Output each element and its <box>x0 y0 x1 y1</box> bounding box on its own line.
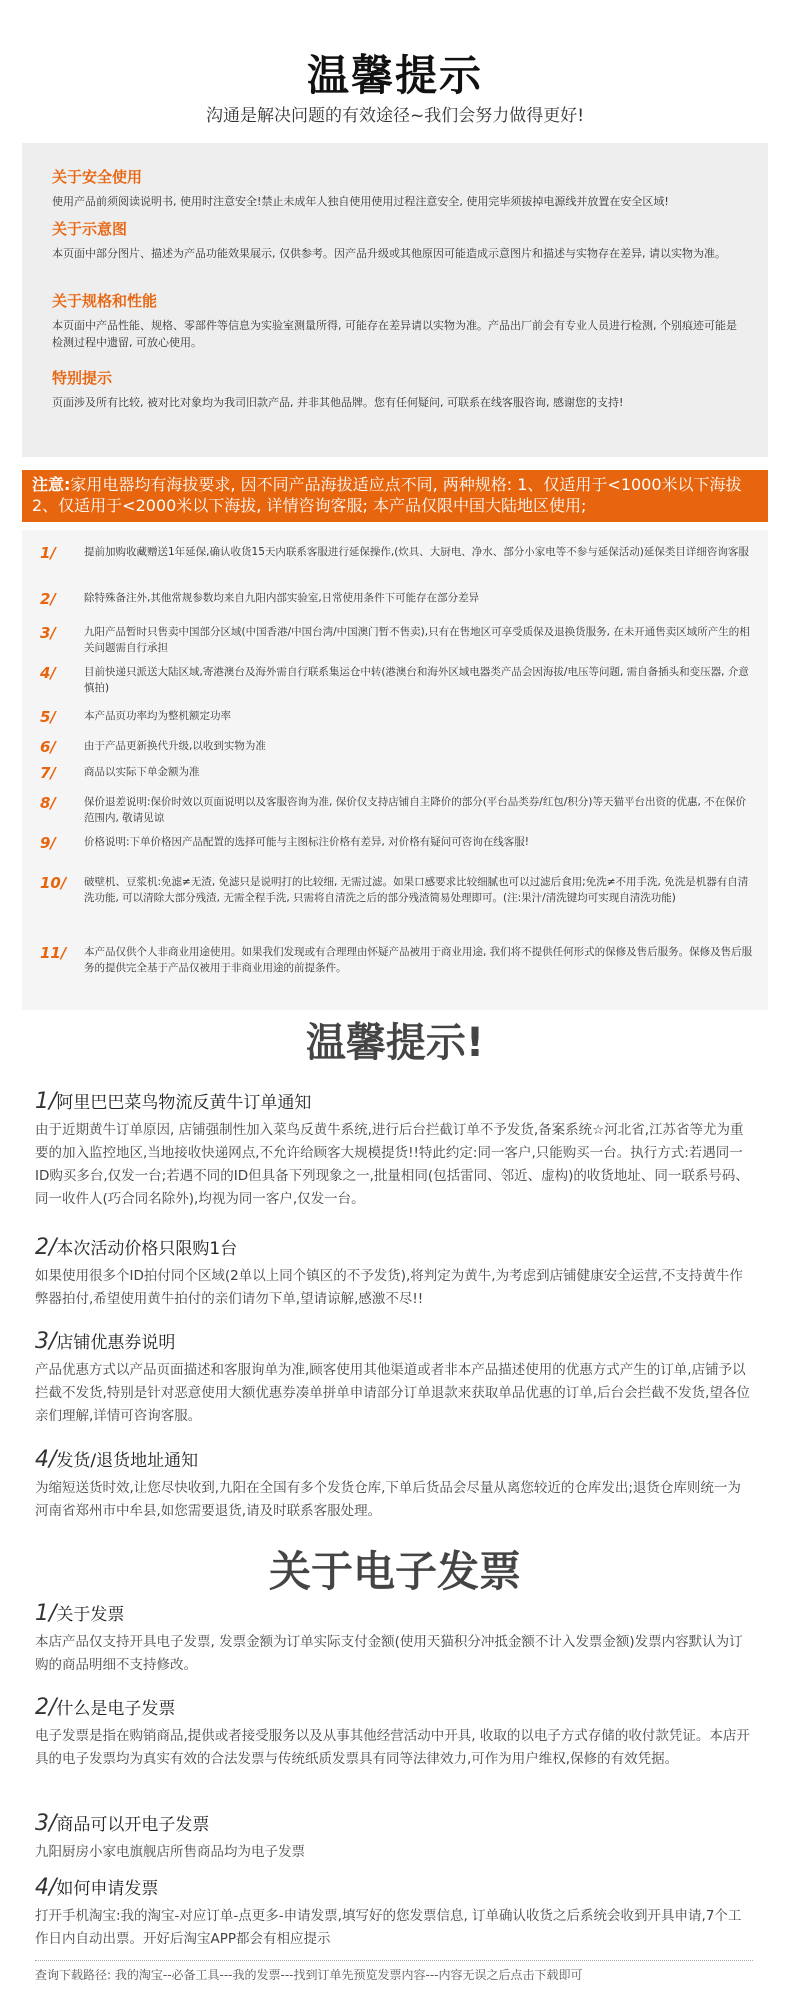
info-section-spec <box>52 291 742 351</box>
notes-list <box>22 530 768 1010</box>
note-text: 九阳产品暂时只售卖中国部分区域(中国香港/中国台湾/中国澳门暂不售卖),只有在售地区可享受质保及退换货服务, 在未开通售卖区域所产生的相关问题需自行承担 <box>84 626 750 654</box>
invoice-number: 3/ <box>35 1811 57 1836</box>
info-section-safety <box>52 167 742 210</box>
tip-title: 本次活动价格只限购1台 <box>56 1239 238 1259</box>
invoice-block <box>35 1696 753 1771</box>
info-section-body: 使用产品前须阅读说明书, 使用时注意安全!禁止未成年人独自使用使用过程注意安全, 使用完毕须拔掉电源线并放置在安全区域! <box>52 195 669 208</box>
note-text: 商品以实际下单金额为准 <box>84 766 200 778</box>
info-section-title: 关于规格和性能 <box>52 292 158 310</box>
note-text: 本产品页功率均为整机额定功率 <box>84 710 231 722</box>
tip-body: 为缩短送货时效,让您尽快收到,九阳在全国有多个发货仓库,下单后货品会尽量从离您较近的仓库发出;退货仓库则统一为河南省郑州市中牟县,如您需要退货,请及时联系客服处理。 <box>35 1480 741 1519</box>
note-text: 除特殊备注外,其他常规参数均来自九阳内部实验室,日常使用条件下可能存在部分差异 <box>84 592 480 604</box>
tip-block <box>35 1090 753 1211</box>
list-item <box>40 944 755 976</box>
info-section-body: 本页面中部分图片、描述为产品功能效果展示, 仅供参考。因产品升级或其他原因可能造成示意图片和描述与实物存在差异, 请以实物为准。 <box>52 247 726 260</box>
tip-block <box>35 1448 753 1523</box>
list-item <box>40 794 755 826</box>
invoice-block <box>35 1812 753 1864</box>
invoice-block-title: 如何申请发票 <box>56 1879 159 1899</box>
note-text: 价格说明:下单价格因产品配置的选择可能与主图标注价格有差异, 对价格有疑问可咨询在线客服! <box>84 836 529 848</box>
page-title: 温馨提示 <box>306 51 483 100</box>
tip-block <box>35 1330 753 1428</box>
footer-divider <box>35 1960 753 1961</box>
info-section-special <box>52 368 742 411</box>
note-number: 4/ <box>40 664 56 682</box>
page-subtitle: 沟通是解决问题的有效途径~我们会努力做得更好! <box>205 106 585 126</box>
note-number: 1/ <box>40 544 56 562</box>
tip-title: 店铺优惠券说明 <box>56 1333 176 1353</box>
info-section-title: 关于安全使用 <box>52 168 143 186</box>
info-section-illustration <box>52 219 742 262</box>
info-box <box>22 143 768 457</box>
note-number: 3/ <box>40 624 56 642</box>
invoice-title: 关于电子发票 <box>268 1547 521 1596</box>
invoice-block-title: 关于发票 <box>56 1605 125 1625</box>
tip-body: 由于近期黄牛订单原因, 店铺强制性加入菜鸟反黄牛系统,进行后台拦截订单不予发货,备案系统☆河北省,江苏省等尤为重要的加入监控地区,当地接收快递网点,不允许给顾客大规模提货!!特此约定:同一客户,只能购买一台。执行方式:若遇同一ID购买多台,仅发一台;若遇不同的ID但具备下列现象之一,批量相同(包括雷同、邻近、虚构)的收货地址、同一联系号码、同一收件人(巧合同名除外),均视为同一客户,仅发一台。 <box>35 1122 749 1207</box>
note-number: 11/ <box>40 944 67 962</box>
tip-title: 阿里巴巴菜鸟物流反黄牛订单通知 <box>56 1093 312 1113</box>
invoice-block-body: 九阳厨房小家电旗舰店所售商品均为电子发票 <box>35 1844 305 1860</box>
note-number: 7/ <box>40 764 56 782</box>
note-text: 本产品仅供个人非商业用途使用。如果我们发现或有合理理由怀疑产品被用于商业用途, 我们将不提供任何形式的保修及售后服务。保修及售后服务的提供完全基于产品仅被用于非商业用途的前提条件。 <box>84 946 753 974</box>
altitude-notice <box>22 470 768 522</box>
invoice-block-title: 什么是电子发票 <box>56 1699 176 1719</box>
tips-title: 温馨提示! <box>305 1020 485 1066</box>
tip-body: 产品优惠方式以产品页面描述和客服询单为准,顾客使用其他渠道或者非本产品描述使用的优惠方式产生的订单,店铺予以拦截不发货,特别是针对恶意使用大额优惠券凑单拼单申请部分订单退款来获取单品优惠的订单,后台会拦截不发货,望各位亲们理解,详情可咨询客服。 <box>35 1362 750 1424</box>
notice-text: 家用电器均有海拔要求, 因不同产品海拔适应点不同, 两种规格: 1、仅适用于<1000米以下海拔2、仅适用于<2000米以下海拔, 详情咨询客服; 本产品仅限中国大陆地区使用; <box>32 475 742 515</box>
invoice-block-body: 电子发票是指在购销商品,提供或者接受服务以及从事其他经营活动中开具, 收取的以电子方式存储的收付款凭证。本店开具的电子发票均为真实有效的合法发票与传统纸质发票具有同等法律效力,可作为用户维权,保修的有效凭据。 <box>35 1728 750 1767</box>
notice-label: 注意: <box>32 475 71 494</box>
list-item <box>40 624 755 656</box>
invoice-block-body: 打开手机淘宝:我的淘宝-对应订单-点更多-申请发票,填写好的您发票信息, 订单确认收货之后系统会收到开具申请,7个工作日内自动出票。开好后淘宝APP都会有相应提示 <box>35 1908 742 1947</box>
invoice-block <box>35 1876 753 1951</box>
tip-body: 如果使用很多个ID拍付同个区域(2单以上同个镇区的不予发货),将判定为黄牛,为考虑到店铺健康安全运营,不支持黄牛作弊器拍付,希望使用黄牛拍付的亲们请勿下单,望请谅解,感激不尽!! <box>35 1268 743 1307</box>
info-section-title: 关于示意图 <box>52 220 128 238</box>
note-number: 9/ <box>40 834 56 852</box>
list-item <box>40 764 755 780</box>
list-item <box>40 874 755 906</box>
invoice-footer: 查询下载路径: 我的淘宝--必备工具---我的发票---找到订单先预览发票内容---内容无误之后点击下载即可 <box>35 1968 583 1982</box>
list-item <box>40 590 755 606</box>
note-number: 6/ <box>40 738 56 756</box>
tip-number: 1/ <box>35 1089 57 1114</box>
info-section-body: 本页面中产品性能、规格、零部件等信息为实验室测量所得, 可能存在差异请以实物为准。产品出厂前会有专业人员进行检测, 个别痕迹可能是检测过程中遗留, 可放心使用。 <box>52 319 737 349</box>
note-text: 破壁机、豆浆机:免滤≠无渣, 免滤只是说明打的比较细, 无需过滤。如果口感要求比较细腻也可以过滤后食用;免洗≠不用手洗, 免洗是机器有自清洗功能, 可以清除大部分残渣, 无需全程手洗, 只需将自清洗之后的部分残渣简易处理即可。(注:果汁/清洗键均可实现自清洗功能) <box>84 876 749 904</box>
invoice-block <box>35 1602 753 1677</box>
list-item <box>40 738 755 754</box>
invoice-number: 4/ <box>35 1875 57 1900</box>
note-text: 由于产品更新换代升级,以收到实物为准 <box>84 740 266 752</box>
info-section-title: 特别提示 <box>52 369 113 387</box>
note-text: 保价退差说明:保价时效以页面说明以及客服咨询为准, 保价仅支持店铺自主降价的部分(平台品类券/红包/积分)等天猫平台出资的优惠, 不在保价范围内, 敬请见谅 <box>84 796 747 824</box>
tip-number: 2/ <box>35 1235 57 1260</box>
note-number: 10/ <box>40 874 67 892</box>
note-text: 目前快递只派送大陆区域,寄港澳台及海外需自行联系集运仓中转(港澳台和海外区域电器类产品会因海拔/电压等问题, 需自备插头和变压器, 介意慎拍) <box>84 666 749 694</box>
info-section-body: 页面涉及所有比较, 被对比对象均为我司旧款产品, 并非其他品牌。您有任何疑问, 可联系在线客服咨询, 感谢您的支持! <box>52 396 624 409</box>
list-item <box>40 834 755 850</box>
note-number: 2/ <box>40 590 56 608</box>
tip-number: 3/ <box>35 1329 57 1354</box>
invoice-block-body: 本店产品仅支持开具电子发票, 发票金额为订单实际支付金额(使用天猫积分冲抵金额不计入发票金额)发票内容默认为订购的商品明细不支持修改。 <box>35 1634 743 1673</box>
note-number: 8/ <box>40 794 56 812</box>
list-item <box>40 708 755 724</box>
note-number: 5/ <box>40 708 56 726</box>
list-item <box>40 664 755 696</box>
tip-block <box>35 1236 753 1311</box>
tip-number: 4/ <box>35 1447 57 1472</box>
list-item <box>40 544 755 560</box>
invoice-number: 2/ <box>35 1695 57 1720</box>
note-text: 提前加购收藏赠送1年延保,确认收货15天内联系客服进行延保操作,(炊具、大厨电、净水、部分小家电等不参与延保活动)延保类目详细咨询客服 <box>84 546 749 558</box>
invoice-block-title: 商品可以开电子发票 <box>56 1815 210 1835</box>
invoice-number: 1/ <box>35 1601 57 1626</box>
tip-title: 发货/退货地址通知 <box>56 1451 199 1471</box>
